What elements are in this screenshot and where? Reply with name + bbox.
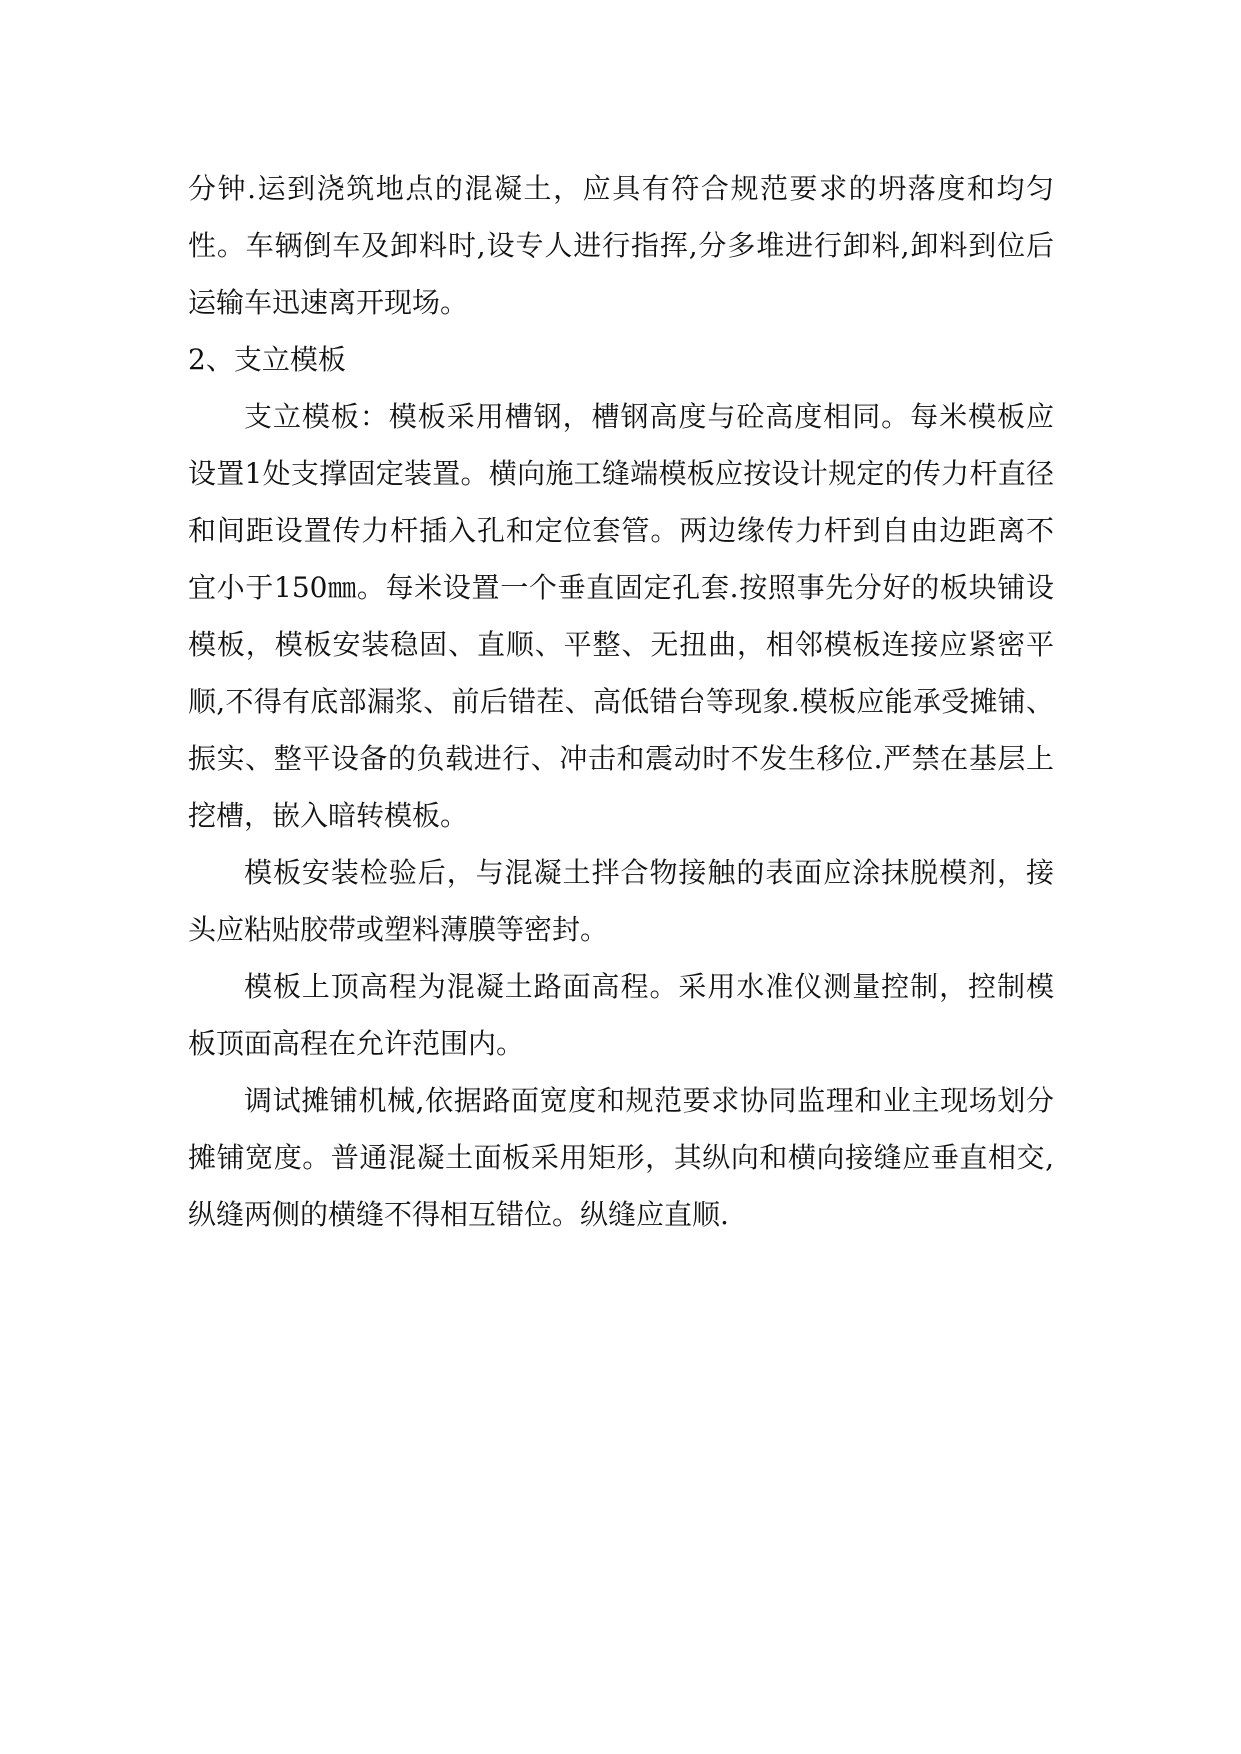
paragraph-release-agent: 模板安装检验后，与混凝土拌合物接触的表面应涂抹脱模剂，接头应粘贴胶带或塑料薄膜等密封。 [188, 856, 1054, 946]
paragraph-elevation: 模板上顶高程为混凝土路面高程。采用水准仪测量控制，控制模板顶面高程在允许范围内。 [188, 970, 1054, 1060]
paragraph-paver: 调试摊铺机械,依据路面宽度和规范要求协同监理和业主现场划分摊铺宽度。普通混凝土面板采用矩形，其纵向和横向接缝应垂直相交,纵缝两侧的横缝不得相互错位。纵缝应直顺. [188, 1084, 1054, 1231]
paragraph-formwork: 支立模板：模板采用槽钢，槽钢高度与砼高度相同。每米模板应设置1处支撑固定装置。横向施工缝端模板应按设计规定的传力杆直径和间距设置传力杆插入孔和定位套管。两边缘传力杆到自由边距离不宜小于150㎜。每米设置一个垂直固定孔套.按照事先分好的板块铺设模板，模板安装稳固、直顺、平整、无扭曲，相邻模板连接应紧密平顺,不得有底部漏浆、前后错茬、高低错台等现象.模板应能承受摊铺、振实、整平设备的负载进行、冲击和震动时不发生移位.严禁在基层上挖槽，嵌入暗转模板。 [188, 400, 1054, 832]
section-heading: 2、支立模板 [188, 343, 346, 376]
paragraph-continuation: 分钟.运到浇筑地点的混凝土，应具有符合规范要求的坍落度和均匀性。车辆倒车及卸料时,设专人进行指挥,分多堆进行卸料,卸料到位后运输车迅速离开现场。 [188, 172, 1054, 319]
document-body [188, 160, 1054, 1243]
